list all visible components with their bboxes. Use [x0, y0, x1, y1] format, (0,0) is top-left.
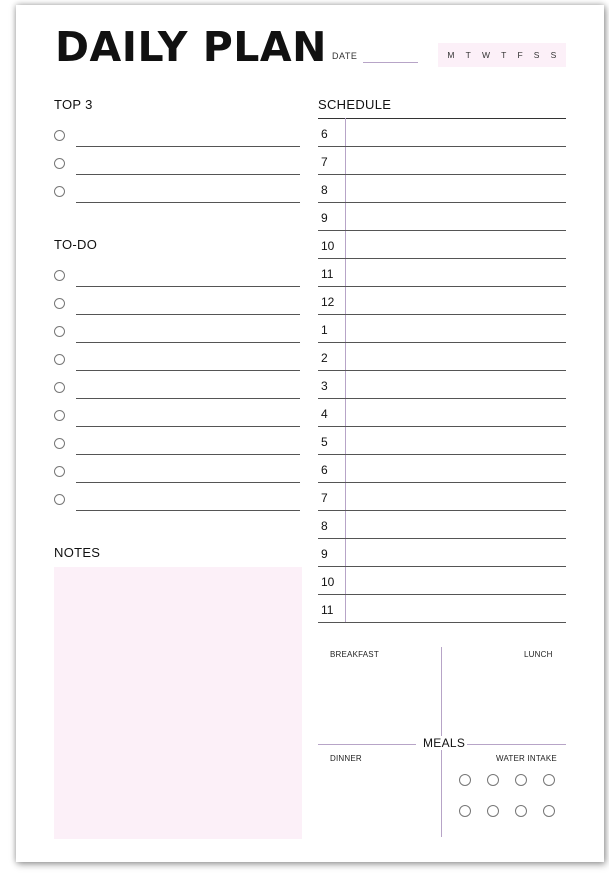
weekday-6[interactable]: S — [550, 50, 557, 60]
todo-item-line[interactable] — [76, 286, 300, 287]
top3-item — [54, 182, 300, 210]
todo-item-line[interactable] — [76, 454, 300, 455]
todo-item-line[interactable] — [76, 342, 300, 343]
todo-item — [54, 378, 300, 406]
schedule-hour-label: 6 — [321, 463, 328, 477]
schedule-row[interactable] — [318, 343, 566, 371]
schedule-hour-label: 8 — [321, 183, 328, 197]
checkbox-circle-icon[interactable] — [54, 438, 65, 449]
todo-item — [54, 266, 300, 294]
schedule-hour-label: 11 — [321, 267, 334, 281]
dinner-label: DINNER — [330, 754, 362, 763]
todo-item — [54, 462, 300, 490]
schedule-hour-label: 7 — [321, 155, 328, 169]
water-intake-label: WATER INTAKE — [496, 754, 557, 763]
schedule-row[interactable] — [318, 595, 566, 623]
todo-item-line[interactable] — [76, 482, 300, 483]
schedule-row[interactable] — [318, 147, 566, 175]
water-glass-circle-icon[interactable] — [459, 774, 471, 786]
planner-sheet — [16, 5, 604, 862]
water-glass-circle-icon[interactable] — [487, 774, 499, 786]
todo-item — [54, 350, 300, 378]
checkbox-circle-icon[interactable] — [54, 158, 65, 169]
top3-item — [54, 126, 300, 154]
schedule-row[interactable] — [318, 287, 566, 315]
checkbox-circle-icon[interactable] — [54, 382, 65, 393]
schedule-hour-label: 10 — [321, 575, 335, 589]
schedule-row[interactable] — [318, 259, 566, 287]
schedule-row[interactable] — [318, 231, 566, 259]
checkbox-circle-icon[interactable] — [54, 466, 65, 477]
schedule-hour-label: 4 — [321, 407, 328, 421]
checkbox-circle-icon[interactable] — [54, 130, 65, 141]
meals-right-rule — [467, 744, 566, 745]
top3-item — [54, 154, 300, 182]
weekday-0[interactable]: M — [447, 50, 455, 60]
schedule-row[interactable] — [318, 175, 566, 203]
schedule-row[interactable] — [318, 315, 566, 343]
schedule-hour-label: 7 — [321, 491, 328, 505]
weekday-1[interactable]: T — [465, 50, 472, 60]
todo-item — [54, 490, 300, 518]
todo-heading: TO-DO — [54, 237, 98, 252]
schedule-row[interactable] — [318, 427, 566, 455]
schedule-hour-label: 1 — [321, 323, 328, 337]
schedule-row[interactable] — [318, 119, 566, 147]
schedule-hour-label: 10 — [321, 239, 335, 253]
checkbox-circle-icon[interactable] — [54, 354, 65, 365]
schedule-hour-label: 11 — [321, 603, 334, 617]
meals-left-rule — [318, 744, 416, 745]
weekday-5[interactable]: S — [533, 50, 540, 60]
top3-heading: TOP 3 — [54, 97, 93, 112]
checkbox-circle-icon[interactable] — [54, 494, 65, 505]
notes-area[interactable] — [54, 567, 302, 839]
water-glass-circle-icon[interactable] — [543, 805, 555, 817]
todo-item — [54, 322, 300, 350]
schedule-hour-label: 8 — [321, 519, 328, 533]
page-title: DAILY PLAN — [55, 23, 327, 71]
schedule-hour-label: 12 — [321, 295, 335, 309]
date-label: DATE — [332, 51, 358, 61]
schedule-hour-label: 9 — [321, 211, 328, 225]
checkbox-circle-icon[interactable] — [54, 326, 65, 337]
schedule-row[interactable] — [318, 203, 566, 231]
schedule-row[interactable] — [318, 539, 566, 567]
top3-item-line[interactable] — [76, 146, 300, 147]
todo-item — [54, 434, 300, 462]
top3-item-line[interactable] — [76, 202, 300, 203]
schedule-hour-label: 2 — [321, 351, 328, 365]
schedule-row[interactable] — [318, 399, 566, 427]
meals-label: MEALS — [423, 736, 466, 750]
water-glass-circle-icon[interactable] — [515, 805, 527, 817]
checkbox-circle-icon[interactable] — [54, 410, 65, 421]
checkbox-circle-icon[interactable] — [54, 298, 65, 309]
weekday-2[interactable]: W — [481, 50, 491, 60]
todo-item-line[interactable] — [76, 314, 300, 315]
date-field[interactable] — [363, 62, 418, 63]
todo-item-line[interactable] — [76, 510, 300, 511]
water-glass-circle-icon[interactable] — [515, 774, 527, 786]
water-glass-circle-icon[interactable] — [459, 805, 471, 817]
checkbox-circle-icon[interactable] — [54, 270, 65, 281]
weekday-3[interactable]: T — [501, 50, 507, 60]
lunch-label: LUNCH — [524, 650, 553, 659]
schedule-hour-label: 6 — [321, 127, 328, 141]
schedule-row-line — [318, 622, 566, 623]
todo-item-line[interactable] — [76, 370, 300, 371]
schedule-row[interactable] — [318, 455, 566, 483]
todo-item — [54, 294, 300, 322]
weekday-4[interactable]: F — [517, 50, 523, 60]
schedule-hour-label: 9 — [321, 547, 328, 561]
schedule-row[interactable] — [318, 511, 566, 539]
weekday-selector — [438, 43, 566, 67]
schedule-row[interactable] — [318, 371, 566, 399]
schedule-row[interactable] — [318, 567, 566, 595]
water-glass-circle-icon[interactable] — [487, 805, 499, 817]
breakfast-label: BREAKFAST — [330, 650, 379, 659]
water-glass-circle-icon[interactable] — [543, 774, 555, 786]
schedule-hour-label: 5 — [321, 435, 328, 449]
schedule-row[interactable] — [318, 483, 566, 511]
checkbox-circle-icon[interactable] — [54, 186, 65, 197]
todo-item — [54, 406, 300, 434]
notes-heading: NOTES — [54, 545, 101, 560]
todo-item-line[interactable] — [76, 426, 300, 427]
schedule-hour-label: 3 — [321, 379, 328, 393]
top3-item-line[interactable] — [76, 174, 300, 175]
todo-item-line[interactable] — [76, 398, 300, 399]
schedule-heading: SCHEDULE — [318, 97, 392, 112]
